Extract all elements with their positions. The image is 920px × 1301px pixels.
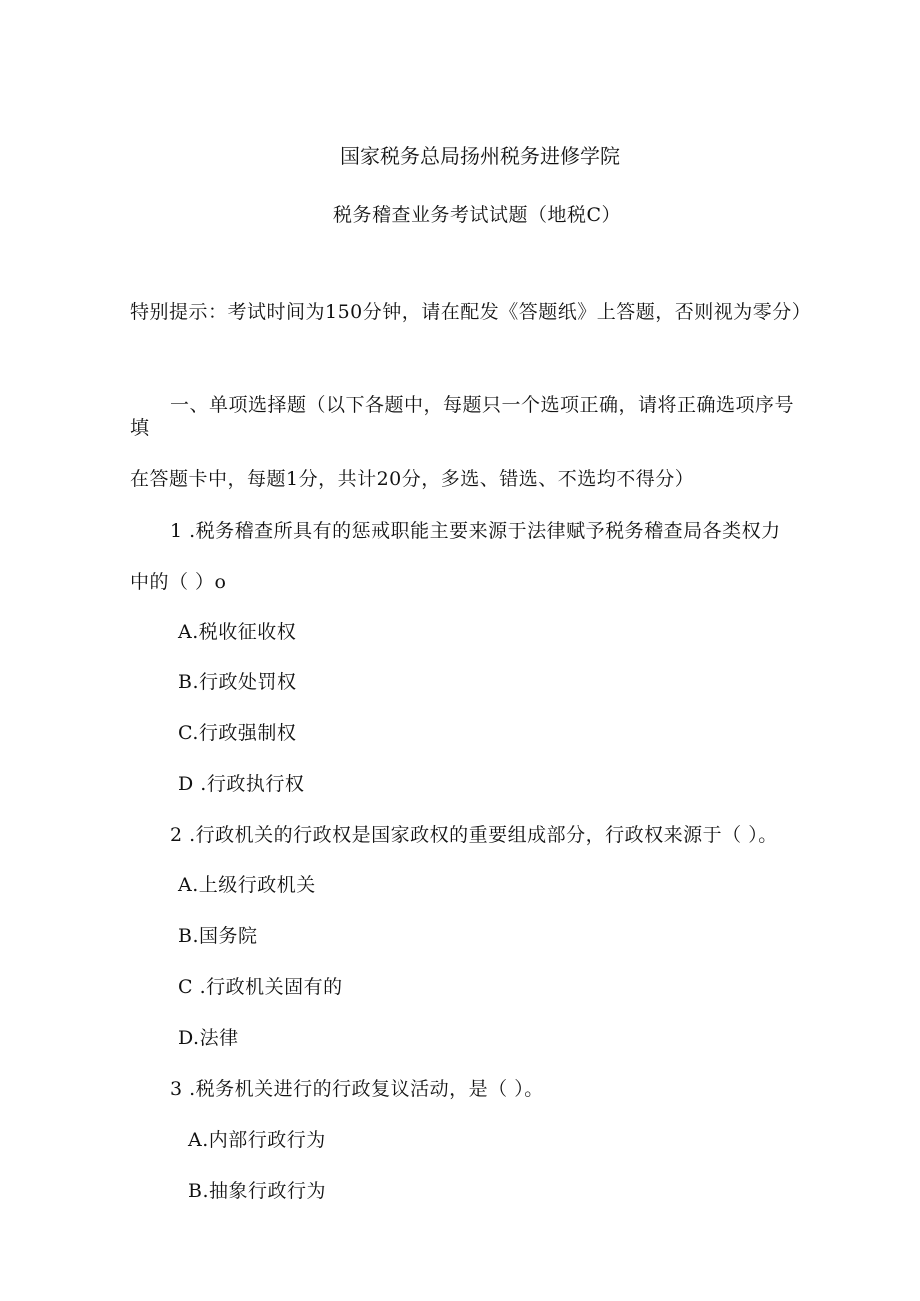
special-notice: 特别提示：考试时间为150分钟，请在配发《答题纸》上答题，否则视为零分） <box>130 301 812 323</box>
question-1-option-d: D .行政执行权 <box>178 773 305 795</box>
question-1-option-c: C.行政强制权 <box>178 722 297 744</box>
question-2-stem: 2 .行政机关的行政权是国家政权的重要组成部分，行政权来源于（ ）。 <box>170 824 778 846</box>
question-1-stem-line-1: 1 .税务稽查所具有的惩戒职能主要来源于法律赋予税务稽查局各类权力 <box>170 520 781 542</box>
question-2-option-c: C .行政机关固有的 <box>178 976 343 998</box>
question-2-option-b: B.国务院 <box>178 925 258 947</box>
section-heading-line-3: 在答题卡中，每题1分，共计20分，多选、错选、不选均不得分） <box>130 468 695 490</box>
section-heading-line-1: 一、单项选择题（以下各题中，每题只一个选项正确，请将正确选项序号 <box>170 394 795 416</box>
question-3-stem: 3 .税务机关进行的行政复议活动，是（ ）。 <box>170 1078 544 1100</box>
question-2-option-d: D.法律 <box>178 1027 239 1049</box>
institution-title: 国家税务总局扬州税务进修学院 <box>340 144 620 168</box>
question-2-option-a: A.上级行政机关 <box>178 874 316 896</box>
question-1-option-a: A.税收征收权 <box>178 621 297 643</box>
section-heading-line-2: 填 <box>130 417 150 439</box>
question-1-stem-line-2: 中的（ ）o <box>130 571 227 593</box>
question-3-option-b: B.抽象行政行为 <box>188 1180 327 1202</box>
question-3-option-a: A.内部行政行为 <box>188 1129 326 1151</box>
exam-title: 税务稽查业务考试试题（地税C） <box>333 204 622 226</box>
question-1-option-b: B.行政处罚权 <box>178 671 297 693</box>
